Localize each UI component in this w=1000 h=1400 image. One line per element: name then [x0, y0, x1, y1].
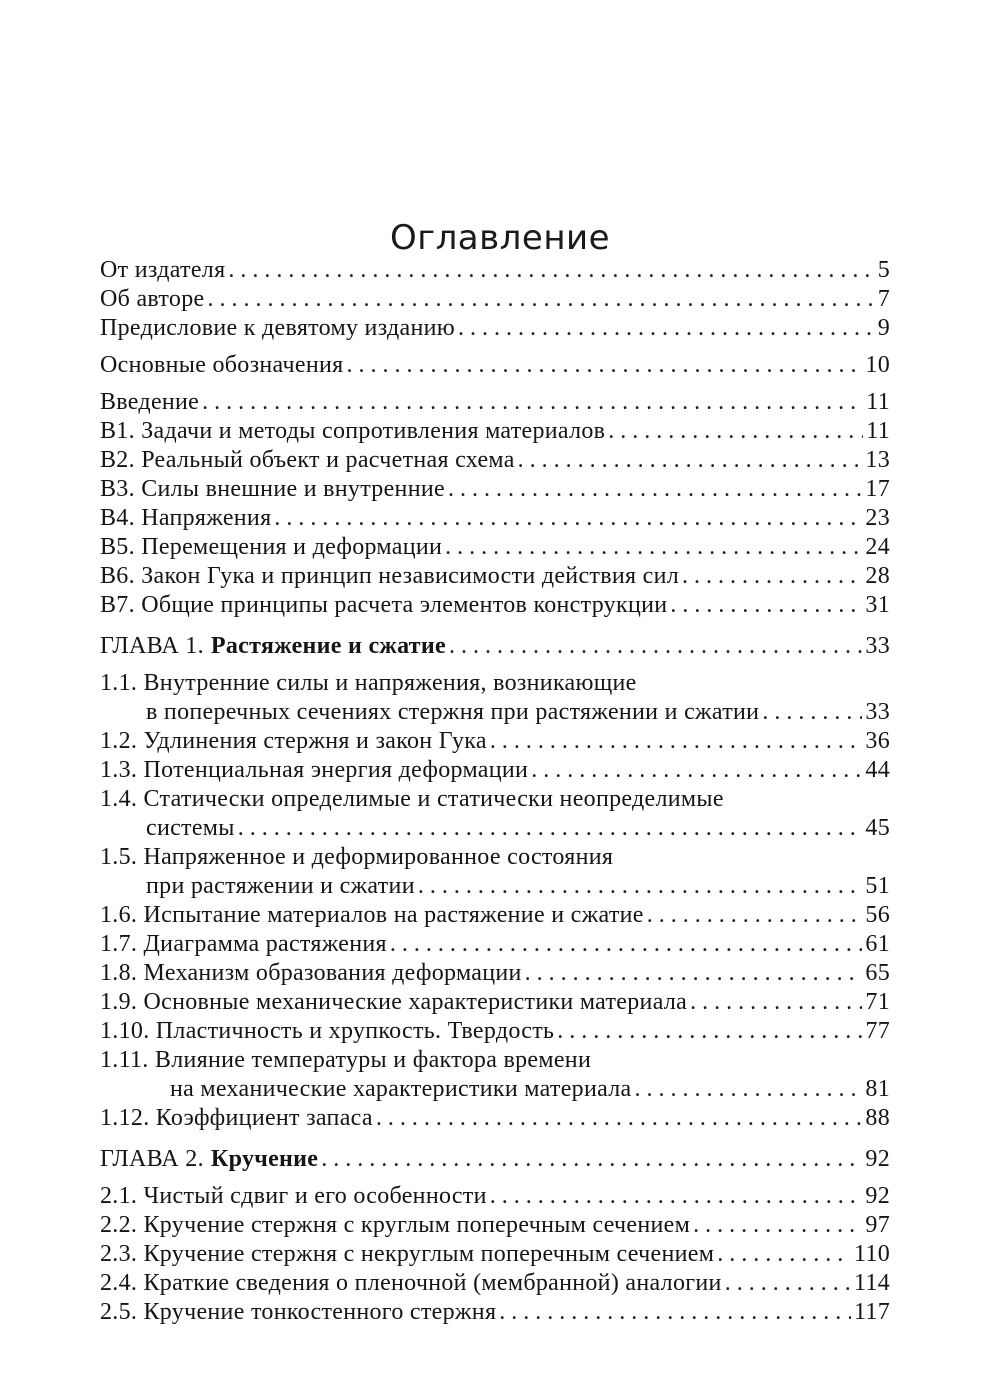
- toc-entry-first-line: 1.11. Влияние температуры и фактора времени: [100, 1047, 592, 1073]
- page-title: Оглавление: [389, 217, 611, 258]
- toc-entry[interactable]: [100, 669, 890, 727]
- toc-entry[interactable]: [100, 446, 890, 475]
- dot-leader: [670, 591, 862, 620]
- toc-page-number: 114: [853, 1270, 890, 1296]
- toc-chapter-heading: [100, 632, 446, 661]
- toc-entry[interactable]: [100, 785, 890, 843]
- toc-entry-label: 1.12. Коэффициент запаса: [100, 1105, 373, 1131]
- toc-entry-label: 1.3. Потенциальная энергия деформации: [100, 757, 529, 783]
- toc-page-number: 9: [877, 315, 890, 341]
- dot-leader: [557, 1017, 862, 1046]
- toc-entry-label: Введение: [100, 389, 200, 415]
- dot-leader: [390, 930, 863, 959]
- toc-entry[interactable]: [100, 930, 890, 959]
- toc-page-number: 11: [866, 418, 890, 444]
- dot-leader: [228, 256, 874, 285]
- toc-chapter-1[interactable]: [100, 632, 890, 661]
- dot-leader: [490, 1182, 863, 1211]
- toc-entry[interactable]: [100, 1269, 890, 1298]
- dot-leader: [449, 632, 862, 661]
- dot-leader: [717, 1240, 851, 1269]
- dot-leader: [635, 1075, 863, 1104]
- toc-entry[interactable]: [100, 756, 890, 785]
- toc-entry-label: В1. Задачи и методы сопротивления материалов: [100, 418, 606, 444]
- toc-entry-label: 2.4. Краткие сведения о пленочной (мембранной) аналогии: [100, 1270, 722, 1296]
- dot-leader: [490, 727, 863, 756]
- toc-entry-label: В2. Реальный объект и расчетная схема: [100, 447, 515, 473]
- toc-entry[interactable]: [100, 533, 890, 562]
- chapter-title: Растяжение и сжатие: [210, 633, 446, 659]
- toc-entry-label: Об авторе: [100, 286, 205, 312]
- toc-entry-label: 1.8. Механизм образования деформации: [100, 960, 522, 986]
- dot-leader: [458, 314, 875, 343]
- toc-page-number: 65: [865, 960, 890, 986]
- toc-entry-label: В4. Напряжения: [100, 505, 272, 531]
- toc-entry-label: В7. Общие принципы расчета элементов конструкции: [100, 592, 668, 618]
- table-of-contents: [100, 256, 890, 1327]
- toc-page-number: 61: [865, 931, 890, 957]
- chapter-prefix: ГЛАВА 2.: [100, 1146, 204, 1172]
- toc-entry[interactable]: [100, 1017, 890, 1046]
- toc-entry[interactable]: [100, 1104, 890, 1133]
- toc-page-number: 51: [865, 873, 890, 899]
- toc-entry-label: В6. Закон Гука и принцип независимости действия сил: [100, 563, 679, 589]
- dot-leader: [274, 504, 862, 533]
- toc-entry[interactable]: [100, 1182, 890, 1211]
- toc-entry-label: 2.5. Кручение тонкостенного стержня: [100, 1299, 497, 1325]
- toc-page-number: 97: [865, 1212, 890, 1238]
- toc-entry[interactable]: [100, 1211, 890, 1240]
- toc-entry-label: 2.2. Кручение стержня с круглым поперечным сечением: [100, 1212, 691, 1238]
- toc-page-number: 33: [865, 699, 890, 725]
- dot-leader: [376, 1104, 863, 1133]
- toc-page-number: 11: [866, 389, 890, 415]
- toc-entry[interactable]: [100, 417, 890, 446]
- toc-entry-author[interactable]: [100, 285, 890, 314]
- chapter-prefix: ГЛАВА 1.: [100, 633, 204, 659]
- toc-page-number: 13: [865, 447, 890, 473]
- dot-leader: [693, 1211, 862, 1240]
- dot-leader: [499, 1298, 851, 1327]
- toc-page-number: 92: [865, 1146, 890, 1172]
- dot-leader: [202, 388, 863, 417]
- toc-page-number: 45: [865, 815, 890, 841]
- dot-leader: [608, 417, 863, 446]
- toc-entry-label: 1.6. Испытание материалов на растяжение и сжатие: [100, 902, 644, 928]
- toc-page-number: 17: [865, 476, 890, 502]
- toc-entry-label: при растяжении и сжатии: [146, 873, 415, 899]
- toc-page-number: 33: [865, 633, 890, 659]
- toc-entry[interactable]: [100, 901, 890, 930]
- toc-entry-label: 1.9. Основные механические характеристики материала: [100, 989, 688, 1015]
- dot-leader: [525, 959, 863, 988]
- dot-leader: [448, 475, 862, 504]
- toc-entry-label: 1.10. Пластичность и хрупкость. Твердость: [100, 1018, 555, 1044]
- toc-entry-label: на механические характеристики материала: [170, 1076, 632, 1102]
- toc-entry-label: 2.3. Кручение стержня с некруглым поперечным сечением: [100, 1241, 715, 1267]
- chapter-title: Кручение: [210, 1146, 319, 1172]
- toc-page-number: 110: [853, 1241, 890, 1267]
- toc-entry-first-line: 1.4. Статически определимые и статически неопределимые: [100, 786, 724, 812]
- toc-page-number: 23: [865, 505, 890, 531]
- toc-entry-introduction[interactable]: [100, 388, 890, 417]
- toc-entry-label: От издателя: [100, 257, 226, 283]
- toc-page-number: 77: [865, 1018, 890, 1044]
- toc-entry-label: В5. Перемещения и деформации: [100, 534, 443, 560]
- toc-page-number: 28: [865, 563, 890, 589]
- toc-entry[interactable]: [100, 562, 890, 591]
- toc-entry[interactable]: [100, 1046, 890, 1104]
- dot-leader: [682, 562, 862, 591]
- toc-page-number: 10: [865, 352, 890, 378]
- toc-entry[interactable]: [100, 727, 890, 756]
- toc-entry[interactable]: [100, 591, 890, 620]
- dot-leader: [725, 1269, 851, 1298]
- dot-leader: [346, 351, 862, 380]
- toc-page-number: 5: [877, 257, 890, 283]
- toc-page-number: 88: [865, 1105, 890, 1131]
- toc-entry[interactable]: [100, 1298, 890, 1327]
- toc-entry-label: 2.1. Чистый сдвиг и его особенности: [100, 1183, 487, 1209]
- toc-entry-label: в поперечных сечениях стержня при растяжении и сжатии: [146, 699, 760, 725]
- toc-entry[interactable]: [100, 959, 890, 988]
- toc-page-number: 31: [865, 592, 890, 618]
- toc-entry-first-line: 1.5. Напряженное и деформированное состояния: [100, 844, 614, 870]
- toc-page-number: 36: [865, 728, 890, 754]
- dot-leader: [518, 446, 863, 475]
- toc-entry[interactable]: [100, 1240, 890, 1269]
- dot-leader: [418, 872, 863, 901]
- dot-leader: [207, 285, 874, 314]
- toc-entry-label: В3. Силы внешние и внутренние: [100, 476, 445, 502]
- toc-entry-label: 1.2. Удлинения стержня и закон Гука: [100, 728, 487, 754]
- toc-page-number: 56: [865, 902, 890, 928]
- toc-entry-first-line: 1.1. Внутренние силы и напряжения, возникающие: [100, 670, 637, 696]
- dot-leader: [690, 988, 862, 1017]
- toc-entry[interactable]: [100, 504, 890, 533]
- toc-page-number: 92: [865, 1183, 890, 1209]
- toc-page-number: 117: [853, 1299, 890, 1325]
- dot-leader: [321, 1145, 862, 1174]
- toc-page-number: 44: [865, 757, 890, 783]
- toc-page-number: 24: [865, 534, 890, 560]
- toc-entry-label: 1.7. Диаграмма растяжения: [100, 931, 387, 957]
- dot-leader: [647, 901, 863, 930]
- toc-page-number: 81: [865, 1076, 890, 1102]
- toc-entry-preface[interactable]: [100, 314, 890, 343]
- toc-chapter-2[interactable]: [100, 1145, 890, 1174]
- toc-chapter-heading: [100, 1145, 318, 1174]
- toc-entry[interactable]: [100, 475, 890, 504]
- toc-entry-label: Основные обозначения: [100, 352, 344, 378]
- toc-page-number: 71: [865, 989, 890, 1015]
- toc-entry-publisher[interactable]: [100, 256, 890, 285]
- toc-entry-label: системы: [146, 815, 235, 841]
- toc-page-number: 7: [877, 286, 890, 312]
- toc-entry-notation[interactable]: [100, 351, 890, 380]
- dot-leader: [762, 698, 862, 727]
- dot-leader: [238, 814, 863, 843]
- toc-entry[interactable]: [100, 988, 890, 1017]
- dot-leader: [531, 756, 862, 785]
- toc-entry-label: Предисловие к девятому изданию: [100, 315, 456, 341]
- dot-leader: [445, 533, 862, 562]
- toc-entry[interactable]: [100, 843, 890, 901]
